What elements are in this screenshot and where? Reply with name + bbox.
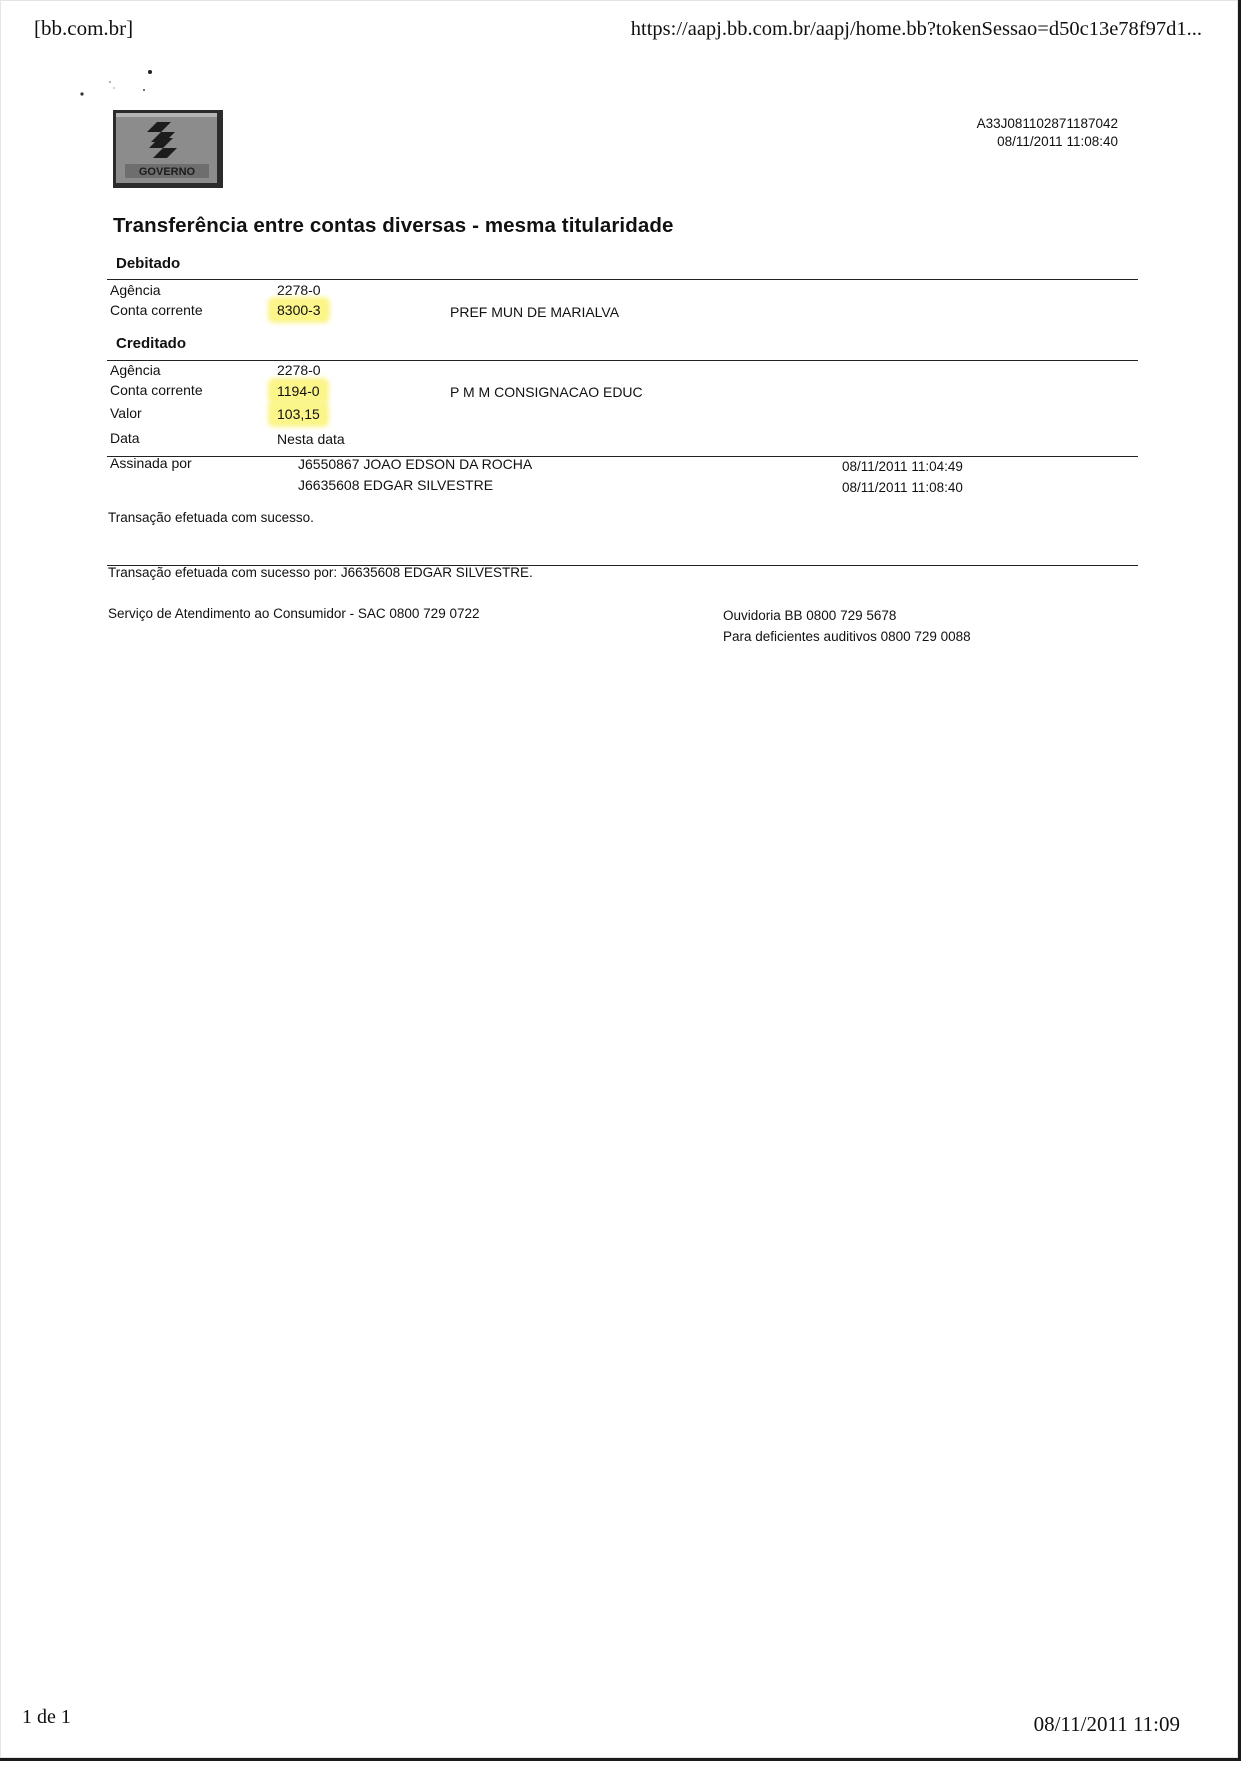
creditado-agencia-label: Agência (110, 362, 161, 378)
creditado-titular: P M M CONSIGNACAO EDUC (450, 384, 643, 400)
divider (107, 360, 1138, 361)
scan-specks (70, 60, 190, 100)
debitado-conta-label: Conta corrente (110, 302, 203, 318)
assinada-por-label: Assinada por (110, 455, 192, 471)
signer-name: J6635608 EDGAR SILVESTRE (298, 477, 494, 493)
print-datetime: 08/11/2011 11:09 (1033, 1712, 1180, 1736)
creditado-valor: 103,15 (277, 406, 326, 422)
debitado-agencia-label: Agência (110, 282, 161, 298)
debitado-agencia: 2278-0 (277, 282, 321, 298)
page-count: 1 de 1 (22, 1706, 71, 1728)
status-by-message: Transação efetuada com sucesso por: J6635608 EDGAR SILVESTRE. (108, 565, 533, 580)
status-message: Transação efetuada com sucesso. (108, 510, 314, 525)
auth-code: A33J081102871187042 (976, 116, 1118, 131)
creditado-agencia: 2278-0 (277, 362, 321, 378)
signer-datetime: 08/11/2011 11:08:40 (842, 480, 963, 495)
authentication-block (977, 115, 1118, 151)
deficientes-info: Para deficientes auditivos 0800 729 0088 (723, 629, 971, 644)
creditado-data-label: Data (110, 430, 140, 446)
sac-info: Serviço de Atendimento ao Consumidor - SAC 0800 729 0722 (108, 606, 480, 621)
debitado-titular: PREF MUN DE MARIALVA (450, 304, 620, 320)
signer-name: J6550867 JOAO EDSON DA ROCHA (298, 456, 533, 472)
site-label: [bb.com.br] (34, 16, 134, 40)
debitado-header: Debitado (116, 255, 181, 272)
svg-text:GOVERNO: GOVERNO (138, 166, 196, 178)
creditado-header: Creditado (116, 335, 187, 352)
creditado-valor-label: Valor (110, 405, 142, 421)
page-url: https://aapj.bb.com.br/aapj/home.bb?tokenSessao=d50c13e78f97d1... (630, 18, 1202, 40)
auth-datetime: 08/11/2011 11:08:40 (997, 134, 1118, 149)
divider (107, 456, 1138, 457)
creditado-data: Nesta data (277, 431, 345, 447)
divider (107, 279, 1138, 280)
signer-datetime: 08/11/2011 11:04:49 (842, 459, 963, 474)
page-title: Transferência entre contas diversas - mesma titularidade (113, 214, 674, 237)
banco-do-brasil-logo (113, 110, 223, 188)
ouvidoria-info: Ouvidoria BB 0800 729 5678 (723, 608, 897, 623)
creditado-conta: 1194-0 (277, 383, 326, 399)
creditado-conta-label: Conta corrente (110, 382, 203, 398)
debitado-conta: 8300-3 (277, 302, 327, 318)
